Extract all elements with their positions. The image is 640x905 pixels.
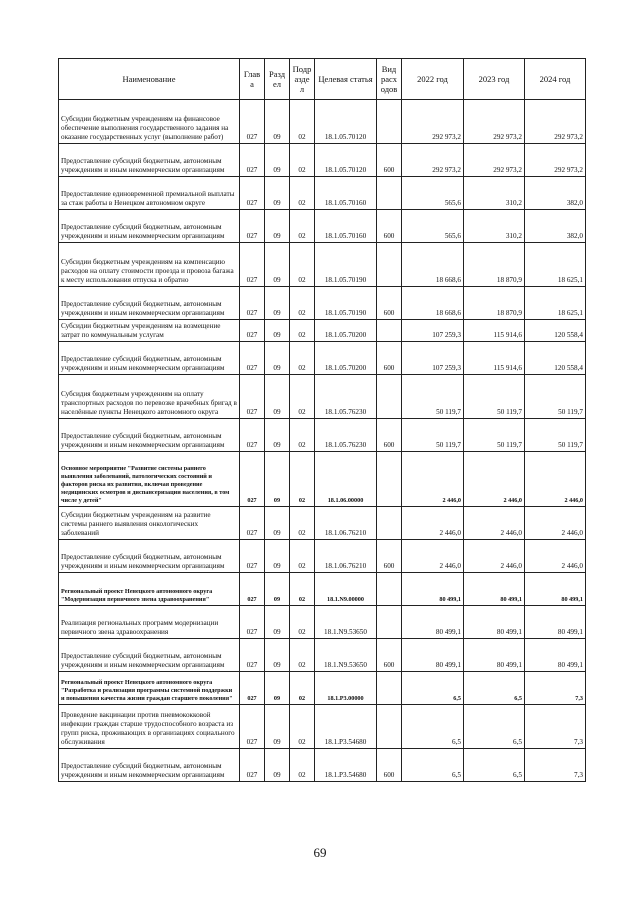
row-amount-2022: 6,5 <box>402 705 464 749</box>
row-expense-type <box>377 375 402 419</box>
row-glava: 027 <box>240 210 265 243</box>
row-target-article: 18.1.05.70160 <box>315 210 377 243</box>
row-amount-2023: 6,5 <box>464 749 525 782</box>
table-row <box>59 606 586 639</box>
row-amount-2023: 115 914,6 <box>464 342 525 375</box>
row-name: Предоставление субсидий бюджетным, автономным учреждениям и иным некоммерческим организациям <box>59 144 240 177</box>
row-expense-type <box>377 606 402 639</box>
row-expense-type: 600 <box>377 540 402 573</box>
table-row <box>59 705 586 749</box>
row-amount-2023: 292 973,2 <box>464 100 525 144</box>
row-amount-2022: 6,5 <box>402 672 464 705</box>
row-target-article: 18.1.N9.53650 <box>315 639 377 672</box>
page-number: 69 <box>313 845 327 860</box>
row-target-article: 18.1.05.76230 <box>315 419 377 452</box>
row-podrazdel: 02 <box>290 540 315 573</box>
row-amount-2023: 2 446,0 <box>464 507 525 540</box>
row-expense-type: 600 <box>377 210 402 243</box>
row-name: Предоставление субсидий бюджетным, автономным учреждениям и иным некоммерческим организациям <box>59 210 240 243</box>
row-amount-2022: 2 446,0 <box>402 540 464 573</box>
row-podrazdel: 02 <box>290 342 315 375</box>
row-amount-2023: 18 870,9 <box>464 243 525 287</box>
row-amount-2023: 80 499,1 <box>464 639 525 672</box>
row-amount-2023: 50 119,7 <box>464 375 525 419</box>
row-amount-2022: 107 259,3 <box>402 320 464 342</box>
row-amount-2023: 115 914,6 <box>464 320 525 342</box>
row-razdel: 09 <box>265 375 290 419</box>
row-amount-2023: 80 499,1 <box>464 606 525 639</box>
row-target-article: 18.1.06.00000 <box>315 452 377 507</box>
row-razdel: 09 <box>265 639 290 672</box>
row-target-article: 18.1.05.70200 <box>315 342 377 375</box>
table-row <box>59 672 586 705</box>
row-expense-type <box>377 507 402 540</box>
row-podrazdel: 02 <box>290 507 315 540</box>
row-podrazdel: 02 <box>290 639 315 672</box>
table-row <box>59 342 586 375</box>
row-amount-2023: 18 870,9 <box>464 287 525 320</box>
table-row <box>59 749 586 782</box>
row-razdel: 09 <box>265 419 290 452</box>
row-expense-type: 600 <box>377 419 402 452</box>
row-amount-2023: 2 446,0 <box>464 540 525 573</box>
row-amount-2024: 292 973,2 <box>525 144 586 177</box>
table-row <box>59 100 586 144</box>
row-expense-type <box>377 452 402 507</box>
row-target-article: 18.1.05.70120 <box>315 144 377 177</box>
row-amount-2022: 292 973,2 <box>402 144 464 177</box>
row-glava: 027 <box>240 100 265 144</box>
row-amount-2022: 292 973,2 <box>402 100 464 144</box>
row-podrazdel: 02 <box>290 210 315 243</box>
row-target-article: 18.1.P3.54680 <box>315 749 377 782</box>
table-row <box>59 573 586 606</box>
row-razdel: 09 <box>265 507 290 540</box>
table-row <box>59 177 586 210</box>
row-name: Субсидии бюджетным учреждениям на возмещение затрат по коммунальным услугам <box>59 320 240 342</box>
row-expense-type <box>377 320 402 342</box>
row-name: Основное мероприятие "Развитие системы раннего выявления заболеваний, патологических состояний и факторов риска их развития, включая проведение медицинских осмотров и диспансеризации населения, в том числе у детей" <box>59 452 240 507</box>
row-name: Субсидия бюджетным учреждениям на оплату транспортных расходов по перевозке врачебных бригад в населённые пункты Ненецкого автономного округа <box>59 375 240 419</box>
row-glava: 027 <box>240 243 265 287</box>
row-amount-2024: 80 499,1 <box>525 639 586 672</box>
row-amount-2024: 7,3 <box>525 705 586 749</box>
row-target-article: 18.1.P3.00000 <box>315 672 377 705</box>
row-amount-2024: 80 499,1 <box>525 573 586 606</box>
row-expense-type <box>377 573 402 606</box>
row-podrazdel: 02 <box>290 573 315 606</box>
row-target-article: 18.1.05.70200 <box>315 320 377 342</box>
row-razdel: 09 <box>265 320 290 342</box>
budget-table <box>58 58 586 782</box>
row-target-article: 18.1.N9.00000 <box>315 573 377 606</box>
row-amount-2022: 50 119,7 <box>402 419 464 452</box>
row-name: Предоставление субсидий бюджетным, автономным учреждениям и иным некоммерческим организациям <box>59 419 240 452</box>
row-amount-2022: 565,6 <box>402 177 464 210</box>
row-amount-2022: 80 499,1 <box>402 573 464 606</box>
row-amount-2024: 120 558,4 <box>525 342 586 375</box>
row-razdel: 09 <box>265 705 290 749</box>
row-razdel: 09 <box>265 749 290 782</box>
row-expense-type <box>377 243 402 287</box>
row-amount-2024: 18 625,1 <box>525 287 586 320</box>
row-podrazdel: 02 <box>290 287 315 320</box>
row-amount-2022: 2 446,0 <box>402 452 464 507</box>
row-expense-type <box>377 177 402 210</box>
row-expense-type <box>377 100 402 144</box>
row-amount-2024: 120 558,4 <box>525 320 586 342</box>
row-podrazdel: 02 <box>290 419 315 452</box>
header-2023: 2023 год <box>464 59 525 100</box>
row-name: Предоставление единовременной премиальной выплаты за стаж работы в Ненецком автономном округе <box>59 177 240 210</box>
row-amount-2024: 80 499,1 <box>525 606 586 639</box>
row-amount-2023: 292 973,2 <box>464 144 525 177</box>
row-razdel: 09 <box>265 177 290 210</box>
row-razdel: 09 <box>265 144 290 177</box>
row-amount-2023: 310,2 <box>464 210 525 243</box>
row-name: Предоставление субсидий бюджетным, автономным учреждениям и иным некоммерческим организациям <box>59 540 240 573</box>
header-target: Целевая статья <box>315 59 377 100</box>
row-target-article: 18.1.06.76210 <box>315 540 377 573</box>
row-amount-2022: 80 499,1 <box>402 639 464 672</box>
row-amount-2022: 18 668,6 <box>402 287 464 320</box>
row-glava: 027 <box>240 144 265 177</box>
row-target-article: 18.1.05.70190 <box>315 287 377 320</box>
row-name: Субсидии бюджетным учреждениям на компенсацию расходов на оплату стоимости проезда и провоза багажа к месту использования отпуска и обратно <box>59 243 240 287</box>
row-amount-2024: 2 446,0 <box>525 540 586 573</box>
row-amount-2022: 80 499,1 <box>402 606 464 639</box>
row-glava: 027 <box>240 672 265 705</box>
row-amount-2023: 310,2 <box>464 177 525 210</box>
row-name: Региональный проект Ненецкого автономного округа "Разработка и реализация программы системной поддержки и повышения качества жизни граждан старшего поколения" <box>59 672 240 705</box>
row-amount-2024: 7,3 <box>525 672 586 705</box>
row-amount-2024: 382,0 <box>525 210 586 243</box>
row-name: Предоставление субсидий бюджетным, автономным учреждениям и иным некоммерческим организациям <box>59 342 240 375</box>
row-razdel: 09 <box>265 672 290 705</box>
row-glava: 027 <box>240 375 265 419</box>
table-row <box>59 452 586 507</box>
row-target-article: 18.1.05.70190 <box>315 243 377 287</box>
table-header-row <box>59 59 586 100</box>
row-glava: 027 <box>240 452 265 507</box>
row-amount-2024: 50 119,7 <box>525 375 586 419</box>
row-target-article: 18.1.P3.54680 <box>315 705 377 749</box>
header-podrazdel: Подр азде л <box>290 59 315 100</box>
row-amount-2022: 50 119,7 <box>402 375 464 419</box>
row-razdel: 09 <box>265 287 290 320</box>
row-name: Проведение вакцинации против пневмококковой инфекции граждан старше трудоспособного возраста из групп риска, проживающих в организациях социального обслуживания <box>59 705 240 749</box>
row-name: Предоставление субсидий бюджетным, автономным учреждениям и иным некоммерческим организациям <box>59 639 240 672</box>
table-body <box>59 100 586 782</box>
row-podrazdel: 02 <box>290 320 315 342</box>
row-target-article: 18.1.05.70120 <box>315 100 377 144</box>
table-row <box>59 419 586 452</box>
row-glava: 027 <box>240 606 265 639</box>
table-row <box>59 144 586 177</box>
row-target-article: 18.1.05.76230 <box>315 375 377 419</box>
row-glava: 027 <box>240 507 265 540</box>
row-name: Субсидии бюджетным учреждениям на развитие системы раннего выявления онкологических заболеваний <box>59 507 240 540</box>
row-glava: 027 <box>240 540 265 573</box>
row-name: Субсидии бюджетным учреждениям на финансовое обеспечение выполнения государственного задания на оказание государственных услуг (выполнение работ) <box>59 100 240 144</box>
row-amount-2022: 6,5 <box>402 749 464 782</box>
row-podrazdel: 02 <box>290 375 315 419</box>
row-glava: 027 <box>240 419 265 452</box>
row-glava: 027 <box>240 705 265 749</box>
row-glava: 027 <box>240 342 265 375</box>
row-glava: 027 <box>240 320 265 342</box>
row-razdel: 09 <box>265 452 290 507</box>
row-amount-2022: 2 446,0 <box>402 507 464 540</box>
row-razdel: 09 <box>265 573 290 606</box>
row-amount-2024: 18 625,1 <box>525 243 586 287</box>
row-podrazdel: 02 <box>290 177 315 210</box>
row-glava: 027 <box>240 639 265 672</box>
row-amount-2024: 2 446,0 <box>525 507 586 540</box>
row-expense-type: 600 <box>377 749 402 782</box>
row-podrazdel: 02 <box>290 144 315 177</box>
table-row <box>59 540 586 573</box>
table-row <box>59 320 586 342</box>
row-razdel: 09 <box>265 606 290 639</box>
row-amount-2024: 2 446,0 <box>525 452 586 507</box>
row-glava: 027 <box>240 749 265 782</box>
row-razdel: 09 <box>265 342 290 375</box>
table-row <box>59 375 586 419</box>
row-razdel: 09 <box>265 243 290 287</box>
row-target-article: 18.1.06.76210 <box>315 507 377 540</box>
table-row <box>59 507 586 540</box>
row-glava: 027 <box>240 177 265 210</box>
row-amount-2023: 6,5 <box>464 672 525 705</box>
row-expense-type: 600 <box>377 287 402 320</box>
row-expense-type: 600 <box>377 639 402 672</box>
row-amount-2023: 2 446,0 <box>464 452 525 507</box>
row-expense-type: 600 <box>377 342 402 375</box>
header-razdel: Разд ел <box>265 59 290 100</box>
row-razdel: 09 <box>265 540 290 573</box>
header-2022: 2022 год <box>402 59 464 100</box>
row-razdel: 09 <box>265 210 290 243</box>
row-name: Региональный проект Ненецкого автономного округа "Модернизация первичного звена здравоохранения" <box>59 573 240 606</box>
row-amount-2024: 7,3 <box>525 749 586 782</box>
row-podrazdel: 02 <box>290 452 315 507</box>
row-podrazdel: 02 <box>290 672 315 705</box>
row-amount-2024: 50 119,7 <box>525 419 586 452</box>
row-name: Предоставление субсидий бюджетным, автономным учреждениям и иным некоммерческим организациям <box>59 287 240 320</box>
row-amount-2023: 6,5 <box>464 705 525 749</box>
row-name: Предоставление субсидий бюджетным, автономным учреждениям и иным некоммерческим организациям <box>59 749 240 782</box>
table-row <box>59 287 586 320</box>
row-target-article: 18.1.N9.53650 <box>315 606 377 639</box>
row-razdel: 09 <box>265 100 290 144</box>
row-amount-2022: 107 259,3 <box>402 342 464 375</box>
row-amount-2022: 565,6 <box>402 210 464 243</box>
row-podrazdel: 02 <box>290 243 315 287</box>
table-row <box>59 210 586 243</box>
header-glava: Глав а <box>240 59 265 100</box>
row-glava: 027 <box>240 287 265 320</box>
row-name: Реализация региональных программ модернизации первичного звена здравоохранения <box>59 606 240 639</box>
row-glava: 027 <box>240 573 265 606</box>
row-amount-2022: 18 668,6 <box>402 243 464 287</box>
row-podrazdel: 02 <box>290 705 315 749</box>
header-name: Наименование <box>59 59 240 100</box>
row-expense-type <box>377 672 402 705</box>
row-amount-2023: 80 499,1 <box>464 573 525 606</box>
row-amount-2023: 50 119,7 <box>464 419 525 452</box>
row-amount-2024: 292 973,2 <box>525 100 586 144</box>
table-row <box>59 639 586 672</box>
row-podrazdel: 02 <box>290 100 315 144</box>
row-expense-type <box>377 705 402 749</box>
table-row <box>59 243 586 287</box>
header-vid: Вид расх одов <box>377 59 402 100</box>
row-target-article: 18.1.05.70160 <box>315 177 377 210</box>
row-expense-type: 600 <box>377 144 402 177</box>
row-podrazdel: 02 <box>290 606 315 639</box>
header-2024: 2024 год <box>525 59 586 100</box>
row-amount-2024: 382,0 <box>525 177 586 210</box>
row-podrazdel: 02 <box>290 749 315 782</box>
